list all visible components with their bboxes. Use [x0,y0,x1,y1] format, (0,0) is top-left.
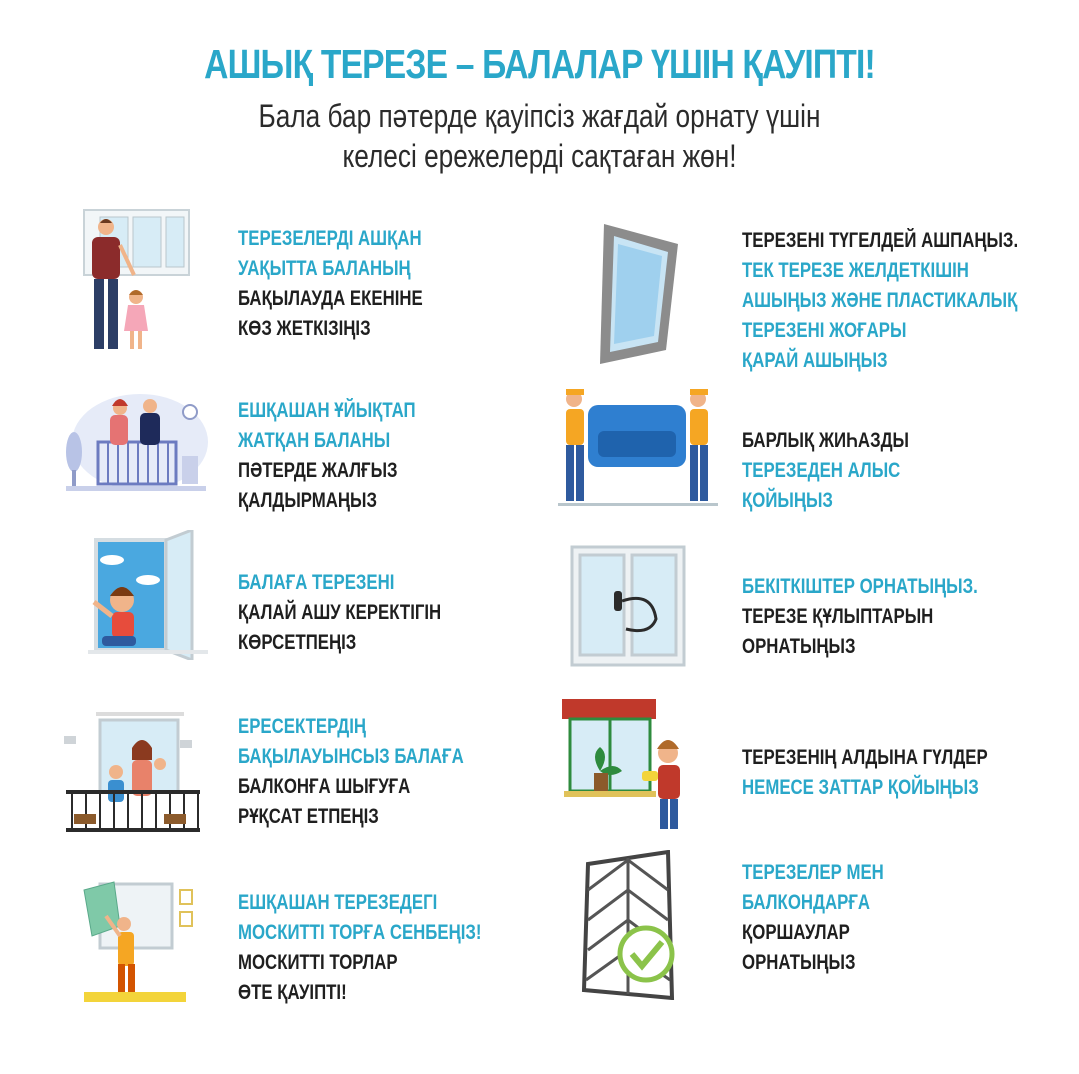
window-flowers-icon [560,695,695,835]
rule-line: КӨЗ ЖЕТКІЗІҢІЗ [238,317,371,340]
sleeping-child-crib-icon [62,390,212,500]
rule-line: ТЕРЕЗЕНІҢ АЛДЫНА ГҮЛДЕР [742,746,988,769]
page-title: АШЫҚ ТЕРЕЗЕ – БАЛАЛАР ҮШІН ҚАУІПТІ! [204,41,875,87]
rule-line: ТЕРЕЗЕЛЕРДІ АШҚАН [238,227,422,250]
rule-line: ТЕРЕЗЕНІ ЖОҒАРЫ [742,319,907,342]
rule-line: РҰҚСАТ ЕТПЕҢІЗ [238,805,379,828]
rule-left-2 [238,396,502,516]
rule-line: ЕШҚАШАН ТЕРЕЗЕДЕГІ [238,891,438,914]
rule-line: БАЛКОНДАРҒА [742,891,870,914]
tilted-window-icon [596,222,686,370]
header [0,40,1079,176]
subtitle-line-1: Бала бар пәтерде қауіпсіз жағдай орнату үшін [258,98,821,134]
subtitle-line-2: келесі ережелерді сақтаған жөн! [342,138,737,174]
rule-line: ЕРЕСЕКТЕРДІҢ [238,715,367,738]
rule-right-4 [742,743,1006,803]
rule-right-3 [742,572,1006,662]
rule-line: ҚОРШАУЛАР [742,921,850,944]
rule-line: ПӘТЕРДЕ ЖАЛҒЫЗ [238,459,398,482]
rule-line: БЕКІТКІШТЕР ОРНАТЫҢЫЗ. [742,575,978,598]
rule-line: ТЕРЕЗЕЛЕР МЕН [742,861,884,884]
rule-line: НЕМЕСЕ ЗАТТАР ҚОЙЫҢЫЗ [742,776,979,799]
rule-left-3 [238,568,502,658]
rule-line: ТЕРЕЗЕ ҚҰЛЫПТАРЫН [742,605,934,628]
rule-line: ҚАЛДЫРМАҢЫЗ [238,489,378,512]
rule-left-1 [238,224,502,344]
window-grille-check-icon [580,850,690,1000]
rule-line: КӨРСЕТПЕҢІЗ [238,631,357,654]
parent-child-window-icon [78,205,198,355]
movers-sofa-icon [558,385,718,510]
rule-left-5 [238,888,502,1008]
rule-line: АШЫҢЫЗ ЖӘНЕ ПЛАСТИКАЛЫҚ [742,289,1018,312]
rule-right-1 [742,226,1019,376]
rule-line: ЖАТҚАН БАЛАНЫ [238,429,391,452]
rule-line: БАҚЫЛАУЫНСЫЗ БАЛАҒА [238,745,464,768]
rule-line: ТЕРЕЗЕНІ ТҮГЕЛДЕЙ АШПАҢЫЗ. [742,229,1019,252]
rule-line: БАРЛЫҚ ЖИҺАЗДЫ [742,429,910,452]
rule-line: ҚОЙЫҢЫЗ [742,489,833,512]
rule-line: БАЛАҒА ТЕРЕЗЕНІ [238,571,395,594]
mosquito-net-icon [80,880,200,1005]
rule-line: МОСКИТТІ ТОРЛАР [238,951,398,974]
rule-line: ҚАЛАЙ АШУ КЕРЕКТІГІН [238,601,442,624]
balcony-family-icon [60,710,210,835]
rule-line: УАҚЫТТА БАЛАНЫҢ [238,257,411,280]
rule-line: ЕШҚАШАН ҰЙЫҚТАП [238,399,416,422]
child-open-window-icon [88,530,208,660]
rule-line: ТЕК ТЕРЕЗЕ ЖЕЛДЕТКІШІН [742,259,969,282]
rule-right-5 [742,858,1006,978]
rule-line: ОРНАТЫҢЫЗ [742,635,856,658]
rule-right-2 [742,426,1006,516]
rule-line: ТЕРЕЗЕДЕН АЛЫС [742,459,901,482]
rule-line: ОРНАТЫҢЫЗ [742,951,856,974]
window-lock-icon [570,545,688,670]
rule-line: БАҚЫЛАУДА ЕКЕНІНЕ [238,287,423,310]
rule-left-4 [238,712,502,832]
rule-line: ҚАРАЙ АШЫҢЫЗ [742,349,888,372]
rule-line: МОСКИТТІ ТОРҒА СЕНБЕҢІЗ! [238,921,482,944]
rule-line: БАЛКОНҒА ШЫҒУҒА [238,775,411,798]
rule-line: ӨТЕ ҚАУІПТІ! [238,981,347,1004]
